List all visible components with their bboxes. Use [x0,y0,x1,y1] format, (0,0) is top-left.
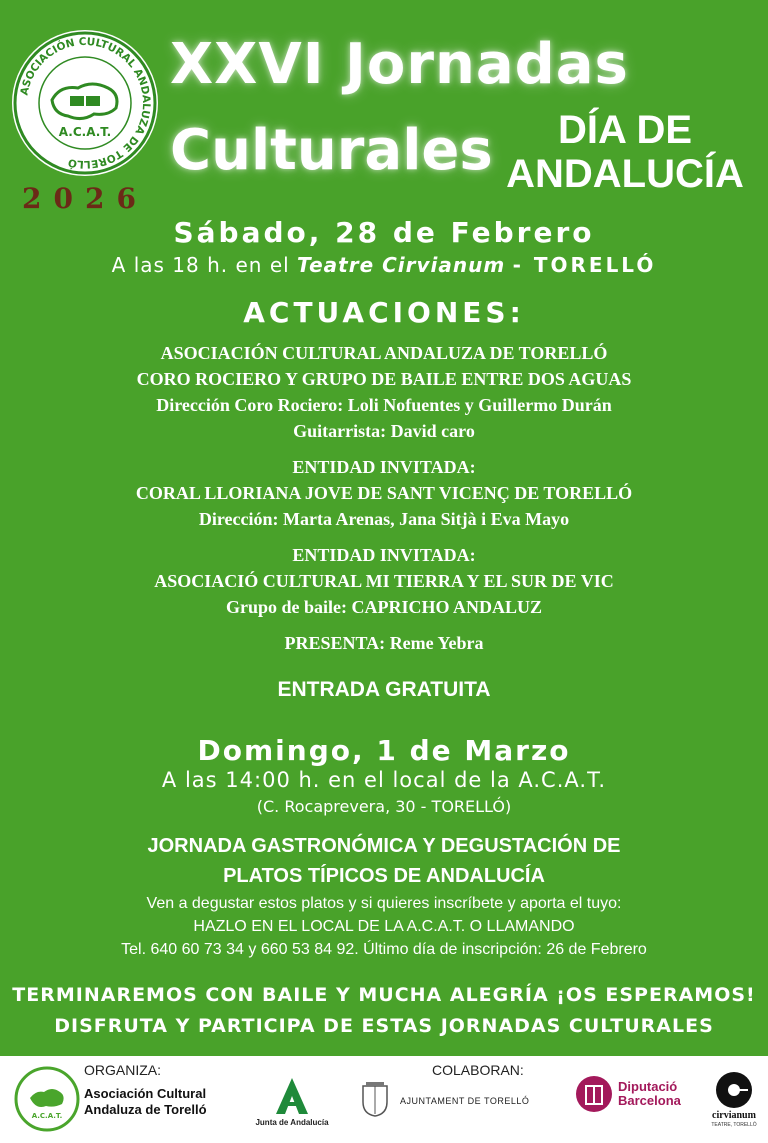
sunday-date: Domingo, 1 de Marzo [197,734,571,767]
ajuntament-shield-icon [360,1082,390,1118]
saturday-date: Sábado, 28 de Febrero [173,216,595,249]
presenta-name: Reme Yebra [389,633,484,653]
cirvianum-sub: TEATRE, TORELLÓ [711,1122,757,1128]
junta-andalucia-logo [272,1076,312,1116]
acat-small-logo [14,1066,80,1132]
diputacio-logo-icon [576,1076,612,1112]
group1-line2: CORO ROCIERO Y GRUPO DE BAILE ENTRE DOS AGUAS [136,369,632,389]
year-label: 2026 [22,182,148,215]
group2-line1: ENTIDAD INVITADA: [292,457,476,477]
event-title-line1: XXVI Jornadas [170,32,629,97]
logo-ring-text: ASOCIACIÓN CULTURAL ANDALUZA DE TORELLÓ [18,35,153,171]
group1-line1: ASOCIACIÓN CULTURAL ANDALUZA DE TORELLÓ [160,343,608,363]
group1-line3: Dirección Coro Rociero: Loli Nofuentes y Guillermo Durán [156,395,612,415]
closing-line2: DISFRUTA Y PARTICIPA DE ESTAS JORNADAS CULTURALES [54,1015,714,1037]
group3-line1: ENTIDAD INVITADA: [292,545,476,565]
sponsors-footer [0,1056,768,1143]
info-line1: Ven a degustar estos platos y si quieres inscríbete y aporta el tuyo: [146,895,622,912]
junta-a-icon [272,1076,312,1116]
info-line3: Tel. 640 60 73 34 y 660 53 84 92. Último día de inscripción: 26 de Febrero [121,941,647,958]
diputacio-label [618,1080,681,1108]
presenta-label: PRESENTA: [284,633,386,653]
sunday-address: (C. Rocaprevera, 30 - TORELLÓ) [256,797,512,816]
acat-logo [12,30,158,176]
diputacio-emblem-icon [576,1076,612,1112]
organiza-label: ORGANIZA: [84,1062,162,1078]
entrada-gratuita: ENTRADA GRATUITA [277,678,491,701]
shield-icon [360,1082,390,1118]
small-logo-acronym: A.C.A.T. [31,1112,63,1120]
actuaciones-heading: ACTUACIONES: [243,296,525,329]
sunday-time: A las 14:00 h. en el local de la A.C.A.T. [161,768,607,792]
ajuntament-label: AJUNTAMENT DE TORELLÓ [400,1096,530,1106]
group3-line2: ASOCIACIÓ CULTURAL MI TIERRA Y EL SUR DE VIC [154,571,614,591]
acat-small-logo-icon [14,1066,80,1132]
group1-line4: Guitarrista: David caro [293,421,475,441]
colaboran-label: COLABORAN: [432,1062,524,1078]
closing-line1: TERMINAREMOS CON BAILE Y MUCHA ALEGRÍA ¡OS ESPERAMOS! [12,984,756,1006]
cirvianum-label: cirvianum [712,1110,756,1121]
presenta-line [0,633,768,654]
group2-line2: CORAL LLORIANA JOVE DE SANT VICENÇ DE TORELLÓ [135,483,633,503]
junta-label: Junta de Andalucía [255,1118,329,1127]
saturday-time-prefix: A las 18 h. en el [111,253,290,277]
logo-acronym: A.C.A.T. [58,125,112,139]
gastro-line1: JORNADA GASTRONÓMICA Y DEGUSTACIÓN DE [147,835,621,857]
group3-line3: Grupo de baile: CAPRICHO ANDALUZ [225,597,543,617]
cirvianum-icon [716,1072,752,1108]
gastro-line2: PLATOS TÍPICOS DE ANDALUCÍA [223,865,545,887]
event-title-line2: Culturales [170,118,493,183]
info-line2: HAZLO EN EL LOCAL DE LA A.C.A.T. O LLAMANDO [193,918,575,935]
dia-line1: DÍA DE [557,108,693,152]
dia-line2: ANDALUCÍA [506,152,744,196]
group2-line3: Dirección: Marta Arenas, Jana Sitjà i Eva Mayo [198,509,570,529]
diputacio-line2: Barcelona [618,1093,681,1108]
saturday-venue: Teatre Cirvianum [297,253,506,277]
saturday-town: - TORELLÓ [512,253,657,277]
saturday-time [0,253,768,277]
acat-logo-emblem [12,30,158,176]
cirvianum-logo-icon [716,1072,752,1108]
diputacio-line1: Diputació [618,1079,678,1094]
organiza-name1: Asociación Cultural [84,1086,207,1101]
organiza-name2: Andaluza de Torelló [84,1102,207,1117]
